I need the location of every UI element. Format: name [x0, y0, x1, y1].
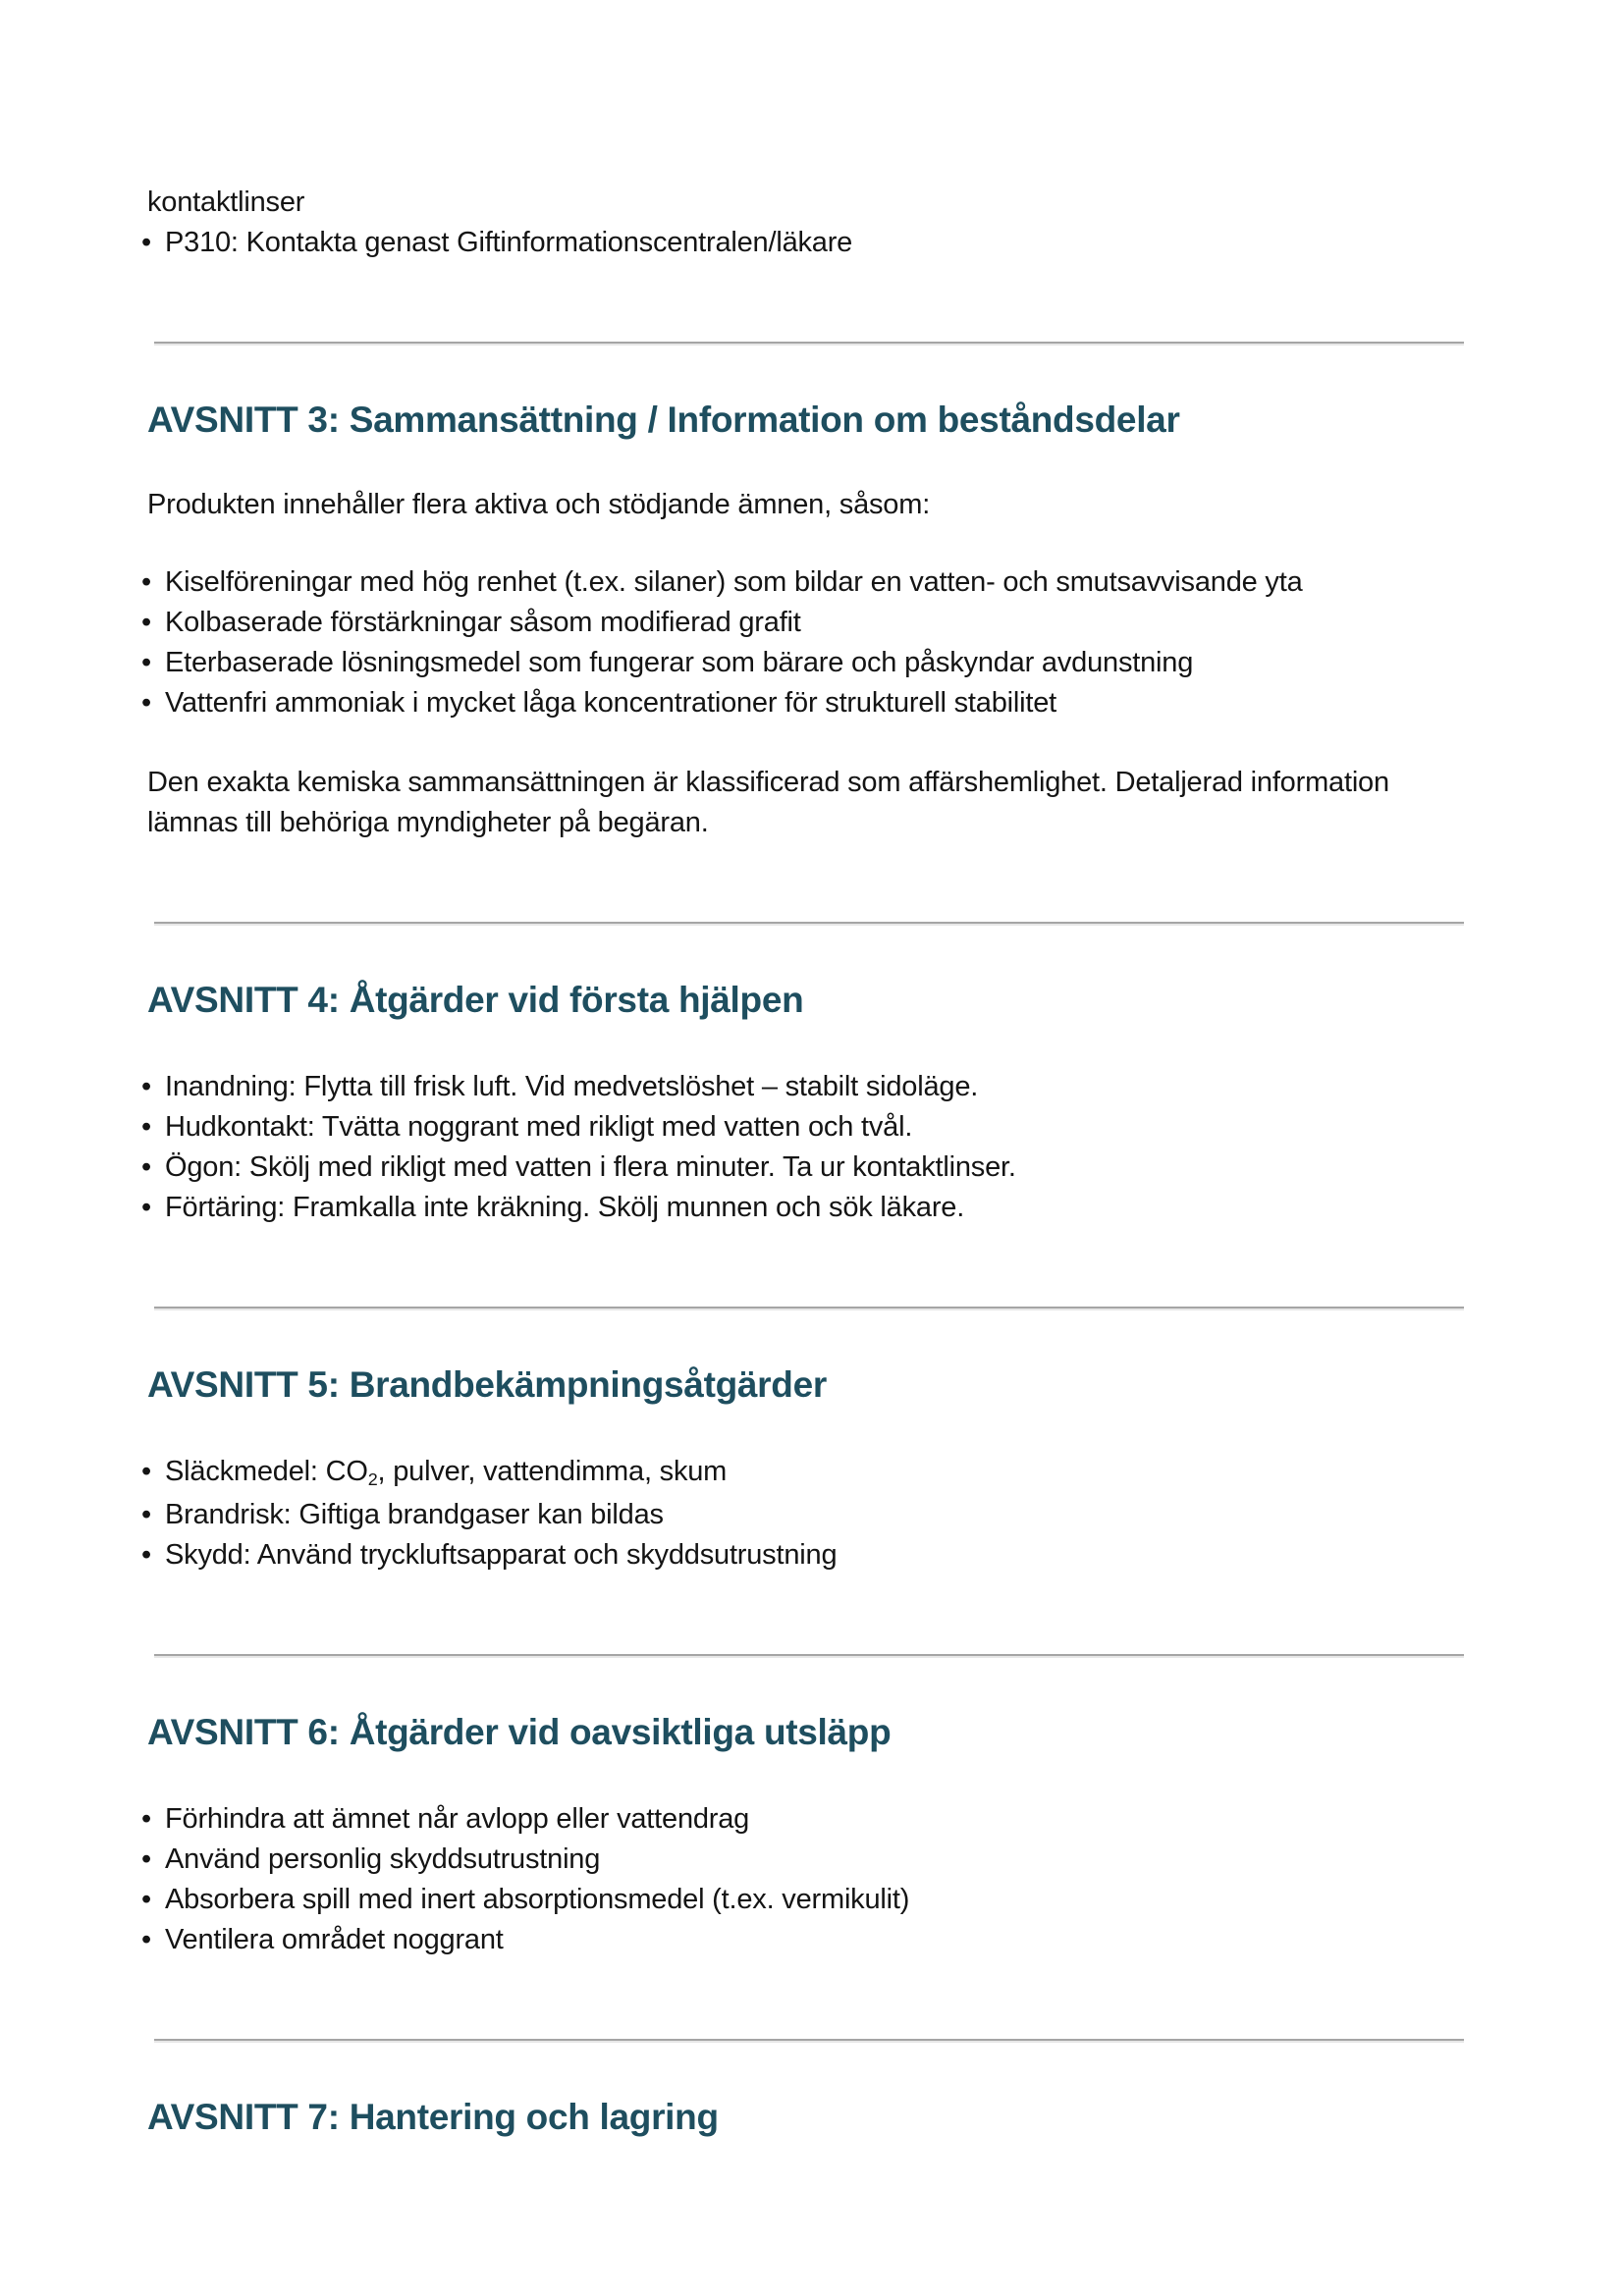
page-top-continuation: [141, 183, 1471, 263]
section-3-intro: Produkten innehåller flera aktiva och stödjande ämnen, såsom:: [147, 489, 931, 520]
bullet-text: Ögon: Skölj med rikligt med vatten i flera minuter. Ta ur kontaktlinser.: [165, 1151, 1016, 1183]
bullet-marker: •: [141, 1924, 151, 1955]
continuation-text: kontaktlinser: [147, 187, 305, 218]
bullet-marker: •: [141, 1884, 151, 1915]
bullet-marker: •: [141, 1539, 151, 1571]
bullet-marker: •: [141, 1151, 151, 1183]
list-item: [141, 1840, 1471, 1880]
list-item: [141, 1495, 1471, 1535]
section-3-heading: AVSNITT 3: Sammansättning / Information om beståndsdelar: [147, 400, 1180, 440]
bullet-text: Förtäring: Framkalla inte kräkning. Skölj munnen och sök läkare.: [165, 1192, 965, 1223]
list-item: [141, 683, 1471, 723]
bullet-marker: •: [141, 1499, 151, 1530]
bullet-marker: •: [141, 1803, 151, 1835]
bullet-text: Kolbaserade förstärkningar såsom modifierad grafit: [165, 607, 801, 638]
bullet-text: Använd personlig skyddsutrustning: [165, 1843, 601, 1875]
bullet-text: Eterbaserade lösningsmedel som fungerar som bärare och påskyndar avdunstning: [165, 647, 1194, 678]
bullet-text: Förhindra att ämnet når avlopp eller vattendrag: [165, 1803, 750, 1835]
section-4-heading: AVSNITT 4: Åtgärder vid första hjälpen: [147, 980, 804, 1020]
section-5-heading: AVSNITT 5: Brandbekämpningsåtgärder: [147, 1364, 827, 1405]
bullet-marker: •: [141, 647, 151, 678]
section-4-bullet-list: [141, 1067, 1471, 1228]
section-3-outro: Den exakta kemiska sammansättningen är klassificerad som affärshemlighet. Detaljerad information lämnas till behöriga myndigheter på begäran.: [147, 767, 1389, 838]
list-item: [141, 1148, 1471, 1188]
list-item: [141, 1188, 1471, 1228]
bullet-text: Brandrisk: Giftiga brandgaser kan bildas: [165, 1499, 664, 1530]
bullet-marker: •: [141, 1192, 151, 1223]
bullet-text: Skydd: Använd tryckluftsapparat och skyddsutrustning: [165, 1539, 838, 1571]
list-item: [141, 603, 1471, 643]
list-item: [141, 1880, 1471, 1920]
bullet-text: Absorbera spill med inert absorptionsmedel (t.ex. vermikulit): [165, 1884, 910, 1915]
section-divider: [154, 2039, 1464, 2041]
list-item: [141, 1535, 1471, 1575]
list-item: [141, 1799, 1471, 1840]
bullet-marker: •: [141, 227, 151, 258]
extinguishing-media-text: Släckmedel: CO: [165, 1456, 368, 1487]
list-item: [141, 562, 1471, 603]
list-item: [141, 223, 1471, 263]
list-item: [141, 1920, 1471, 1960]
bullet-text: [165, 1452, 1471, 1495]
section-divider: [154, 922, 1464, 924]
bullet-marker: •: [141, 1111, 151, 1143]
list-item: [141, 1452, 1471, 1495]
section-5-bullet-list: [141, 1452, 1471, 1575]
bullet-marker: •: [141, 1456, 151, 1487]
section-divider: [154, 1654, 1464, 1656]
list-item: [141, 1107, 1471, 1148]
bullet-marker: •: [141, 607, 151, 638]
extinguishing-media-text-rest: , pulver, vattendimma, skum: [377, 1456, 728, 1487]
bullet-marker: •: [141, 566, 151, 598]
bullet-text: Kiselföreningar med hög renhet (t.ex. silaner) som bildar en vatten- och smutsavvisande yta: [165, 566, 1303, 598]
bullet-text: Inandning: Flytta till frisk luft. Vid medvetslöshet – stabilt sidoläge.: [165, 1071, 979, 1102]
list-item: [141, 643, 1471, 683]
section-7-heading: AVSNITT 7: Hantering och lagring: [147, 2097, 719, 2137]
bullet-text: P310: Kontakta genast Giftinformationscentralen/läkare: [165, 227, 853, 258]
section-6-heading: AVSNITT 6: Åtgärder vid oavsiktliga utsläpp: [147, 1712, 892, 1752]
bullet-marker: •: [141, 1071, 151, 1102]
section-3-bullet-list: [141, 562, 1471, 723]
bullet-marker: •: [141, 1843, 151, 1875]
list-item: [141, 1067, 1471, 1107]
bullet-text: Hudkontakt: Tvätta noggrant med rikligt med vatten och tvål.: [165, 1111, 913, 1143]
section-6-bullet-list: [141, 1799, 1471, 1960]
bullet-text: Vattenfri ammoniak i mycket låga koncentrationer för strukturell stabilitet: [165, 687, 1057, 719]
section-divider: [154, 1307, 1464, 1308]
bullet-marker: •: [141, 687, 151, 719]
section-divider: [154, 342, 1464, 344]
co2-subscript: 2: [367, 1469, 378, 1490]
bullet-text: Ventilera området noggrant: [165, 1924, 504, 1955]
